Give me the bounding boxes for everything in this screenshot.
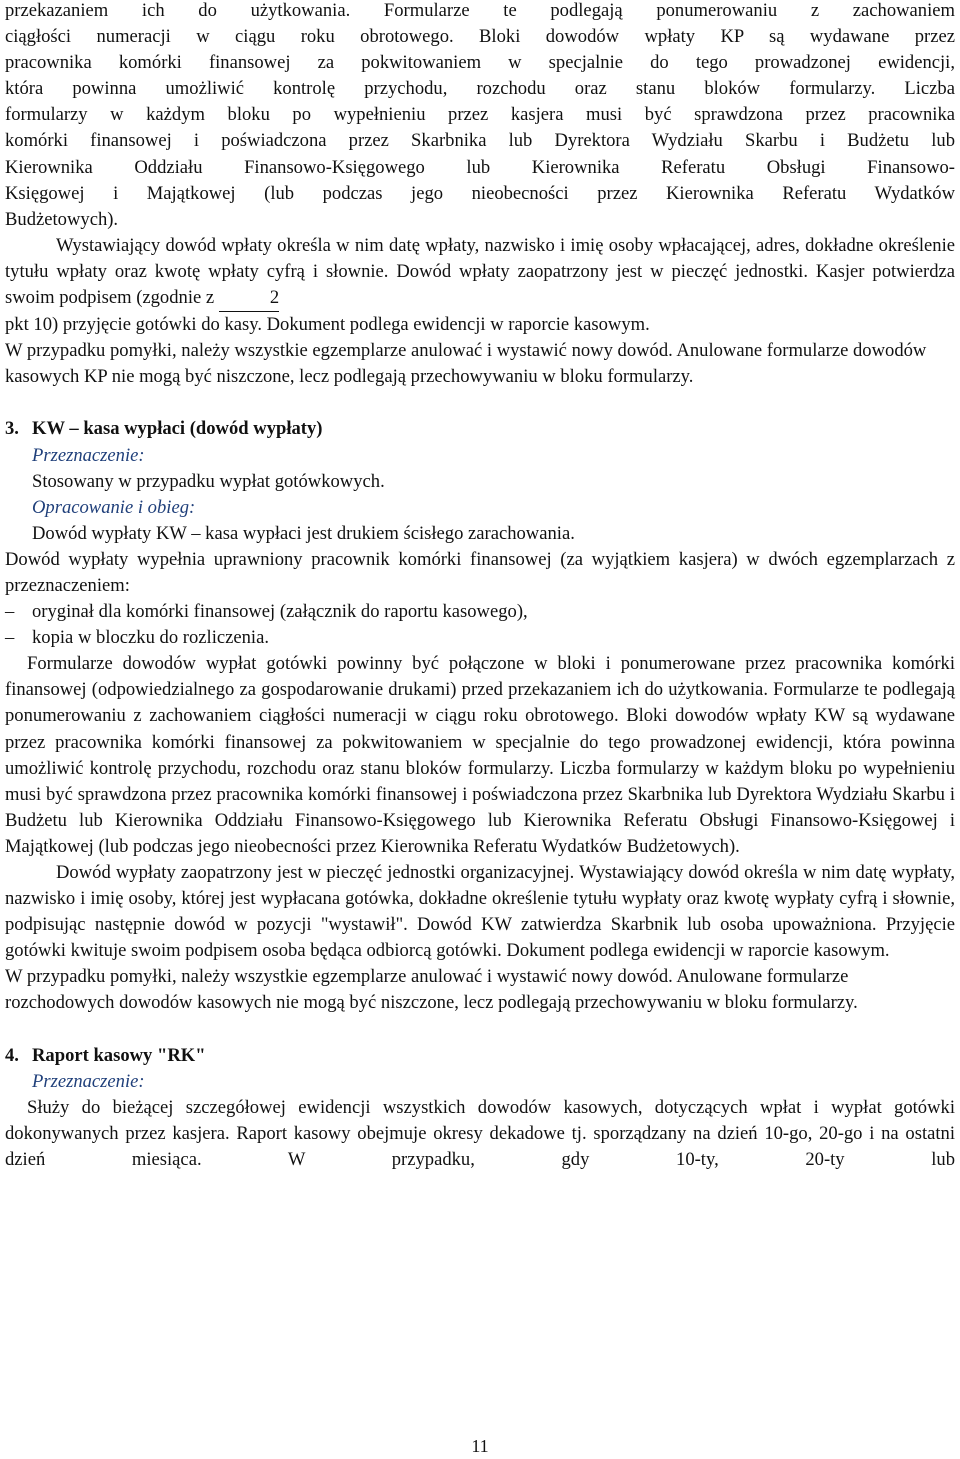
paragraph-line: pracownika komórki finansowej za pokwitowaniem w specjalnie do tego prowadzonej ewidencji, xyxy=(5,52,955,74)
spacer xyxy=(5,390,955,416)
section-3-error-paragraph: W przypadku pomyłki, należy wszystkie egzemplarze anulować i wystawić nowy dowód. Anulowane formularze rozchodowych dowodów kasowych nie mogą być niszczone, lecz podlegają przechowywaniu w bloku formularzy. xyxy=(5,966,858,1014)
section-3-flow-label: Opracowanie i obieg: xyxy=(32,496,196,518)
paragraph-line: przekazaniem ich do użytkowania. Formularze te podlegają ponumerowaniu z zachowaniem xyxy=(5,0,955,21)
kp-issuer-paragraph xyxy=(5,233,955,338)
paragraph-line: Budżetowych). xyxy=(5,208,119,230)
list-item-text: oryginał dla komórki finansowej (załącznik do raportu kasowego), xyxy=(32,601,528,623)
list-item-text: kopia w bloczku do rozliczenia. xyxy=(32,627,269,649)
paragraph-line: ciągłości numeracji w ciągu roku obrotowego. Bloki dowodów wpłaty KP są wydawane przez xyxy=(5,26,955,48)
section-4-heading xyxy=(5,1043,955,1069)
list-item xyxy=(5,599,955,625)
section-3-flow-text: Dowód wypłaty KW – kasa wypłaci jest drukiem ścisłego zarachowania. xyxy=(32,522,575,544)
kp-error-paragraph: W przypadku pomyłki, należy wszystkie egzemplarze anulować i wystawić nowy dowód. Anulowane formularze dowodów kasowych KP nie mogą być niszczone, lecz podlegają przechowywaniu w bloku formularzy. xyxy=(5,340,927,388)
continuation-paragraph xyxy=(5,0,955,233)
spacer xyxy=(5,1017,955,1043)
paragraph-ref: 2 xyxy=(219,285,279,312)
section-3-purpose-text: Stosowany w przypadku wypłat gotówkowych. xyxy=(32,470,385,492)
section-3-heading xyxy=(5,416,955,442)
paragraph-line: która powinna umożliwić kontrolę przychodu, rozchodu oraz stanu bloków formularzy. Liczba xyxy=(5,78,955,100)
page-number: 11 xyxy=(471,1436,489,1456)
section-3-title: KW – kasa wypłaci (dowód wypłaty) xyxy=(32,418,323,440)
section-3-number: 3. xyxy=(5,418,19,440)
section-4-purpose-label: Przeznaczenie: xyxy=(32,1070,145,1092)
section-3-intro: Dowód wypłaty wypełnia uprawniony pracownik komórki finansowej (za wyjątkiem kasjera) w dwóch egzemplarzach z przeznaczeniem: xyxy=(5,548,955,596)
section-4-title: Raport kasowy "RK" xyxy=(32,1044,206,1066)
section-4-number: 4. xyxy=(5,1044,19,1066)
dash-bullet: – xyxy=(5,627,15,649)
kp-issuer-text: Wystawiający dowód wpłaty określa w nim datę wpłaty, nazwisko i imię osoby wpłacającej, adres, dokładne określenie tytułu wpłaty oraz kwotę wpłaty cyfrą i słownie. Dowód wpłaty zaopatrzony jest w pieczęć jednostki. Kasjer potwierdza swoim podpisem (zgodnie z xyxy=(5,234,955,309)
section-3-stamp-paragraph: Dowód wypłaty zaopatrzony jest w pieczęć jednostki organizacyjnej. Wystawiający dowód określa w nim datę wypłaty, nazwisko i imię osoby, której jest wypłacana gotówka, dokładne określenie tytułu wypłaty oraz kwotę wypłaty cyfrą i słownie, podpisując następnie dowód w pozycji "wystawił". Dowód KW zatwierdza Skarbnik lub osoba upoważniona. Przyjęcie gotówki kwituje swoim podpisem osoba będąca odbiorcą gotówki. Dokument podlega ewidencji w raporcie kasowym. xyxy=(5,862,955,962)
document-page xyxy=(5,0,955,1173)
paragraph-line: formularzy w każdym bloku po wypełnieniu przez kasjera musi być sprawdzona przez pracownika xyxy=(5,104,955,126)
paragraph-line: komórki finansowej i poświadczona przez Skarbnika lub Dyrektora Wydziału Skarbu i Budżetu lub xyxy=(5,130,955,152)
section-3-purpose-label: Przeznaczenie: xyxy=(32,444,145,466)
paragraph-line: Księgowej i Majątkowej (lub podczas jego nieobecności przez Kierownika Referatu Wydatków xyxy=(5,182,955,204)
kp-issuer-tail: pkt 10) przyjęcie gotówki do kasy. Dokument podlega ewidencji w raporcie kasowym. xyxy=(5,314,650,336)
list-item xyxy=(5,625,955,651)
section-3-blocks-paragraph: Formularze dowodów wypłat gotówki powinny być połączone w bloki i ponumerowane przez pracownika komórki finansowej (odpowiedzialnego za gospodarowanie drukami) przed przekazaniem ich do użytkowania. Formularze te podlegają ponumerowaniu z zachowaniem ciągłości numeracji w ciągu roku obrotowego. Bloki dowodów wpłaty KW są wydawane przez pracownika komórki finansowej za pokwitowaniem w specjalnie do tego prowadzonej ewidencji, która powinna umożliwić kontrolę przychodu, rozchodu oraz stanu bloków formularzy. Liczba formularzy w każdym bloku po wypełnieniu musi być sprawdzona przez pracownika komórki finansowej i poświadczona przez Skarbnika lub Dyrektora Wydziału Skarbu i Budżetu lub Kierownika Oddziału Finansowo-Księgowego lub Kierownika Referatu Obsługi Finansowo-Księgowej i Majątkowej (lub podczas jego nieobecności przez Kierownika Referatu Wydatków Budżetowych). xyxy=(5,653,955,857)
section-4-purpose-text: Służy do bieżącej szczegółowej ewidencji wszystkich dowodów kasowych, dotyczących wpłat i wypłat gotówki dokonywanych przez kasjera. Raport kasowy obejmuje okresy dekadowe tj. sporządzany na dzień 10-go, 20-go i na ostatni dzień miesiąca. W przypadku, gdy 10-ty, 20-ty lub xyxy=(5,1096,955,1170)
dash-bullet: – xyxy=(5,601,15,623)
paragraph-line: Kierownika Oddziału Finansowo-Księgowego lub Kierownika Referatu Obsługi Finansowo- xyxy=(5,156,955,178)
